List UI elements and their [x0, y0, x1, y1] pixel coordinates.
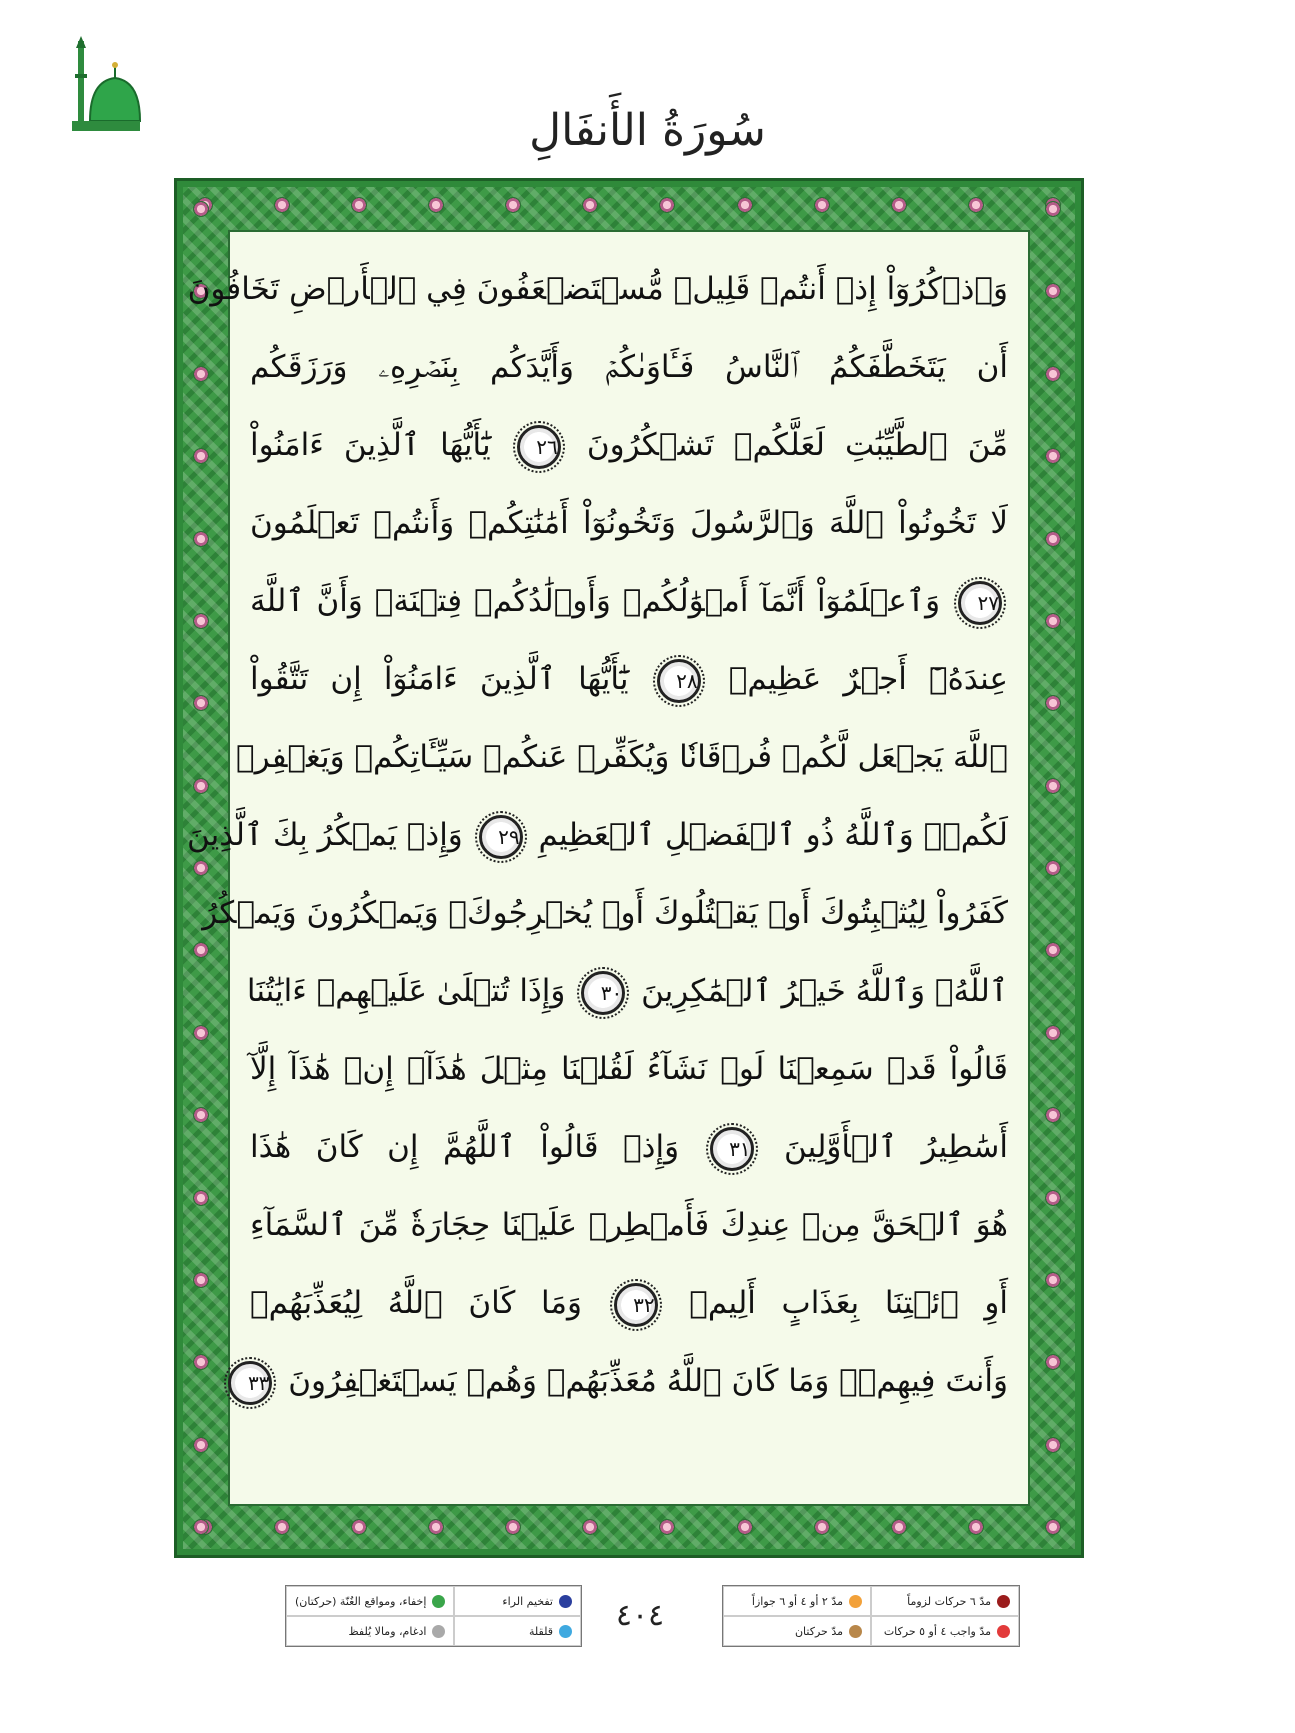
legend-item: تفخيم الراء [454, 1586, 581, 1616]
legend-dot-icon [432, 1595, 445, 1608]
legend-dot-icon [432, 1625, 445, 1638]
ayah-marker: ٢٨ [657, 659, 701, 703]
verse-line-5: ٢٧ وَٱعۡلَمُوٓاْ أَنَّمَآ أَمۡوَٰلُكُمۡ وَأَوۡلَٰدُكُمۡ فِتۡنَةٞ وَأَنَّ ٱللَّهَ [250, 566, 1008, 636]
page-number: ٤٠٤ [615, 1598, 665, 1633]
legend-dot-icon [849, 1595, 862, 1608]
verse-line-6: عِندَهُۥٓ أَجۡرٌ عَظِيمٞ ٢٨ يَٰٓأَيُّهَا ٱلَّذِينَ ءَامَنُوٓاْ إِن تَتَّقُواْ [250, 644, 1008, 714]
tajweed-legend-right [722, 1585, 1020, 1647]
legend-item: مدّ ٢ أو ٤ أو ٦ جوازاً [723, 1586, 871, 1616]
ayah-marker: ٢٩ [479, 815, 523, 859]
verse-line-7: ٱللَّهَ يَجۡعَل لَّكُمۡ فُرۡقَانٗا وَيُكَفِّرۡ عَنكُمۡ سَيِّـَٔاتِكُمۡ وَيَغۡفِرۡ [236, 739, 1008, 775]
legend-dot-icon [997, 1625, 1010, 1638]
ayah-marker: ٣٠ [581, 971, 625, 1015]
verse-line-4: لَا تَخُونُواْ ٱللَّهَ وَٱلرَّسُولَ وَتَخُونُوٓاْ أَمَٰنَٰتِكُمۡ وَأَنتُمۡ تَعۡلَمُونَ [250, 505, 1008, 541]
legend-item: قلقلة [454, 1616, 581, 1646]
legend-dot-icon [849, 1625, 862, 1638]
legend-item: ادغام، ومالا يُلفظ [286, 1616, 454, 1646]
legend-item: مدّ ٦ حركات لزوماً [871, 1586, 1019, 1616]
legend-item: مدّ واجب ٤ أو ٥ حركات [871, 1616, 1019, 1646]
verse-line-9: كَفَرُواْ لِيُثۡبِتُوكَ أَوۡ يَقۡتُلُوكَ أَوۡ يُخۡرِجُوكَۚ وَيَمۡكُرُونَ وَيَمۡكُرُ [202, 895, 1008, 931]
verse-line-10: ٱللَّهُۖ وَٱللَّهُ خَيۡرُ ٱلۡمَٰكِرِينَ ٣٠ وَإِذَا تُتۡلَىٰ عَلَيۡهِمۡ ءَايَٰتُنَا [250, 956, 1008, 1026]
verse-line-14: أَوِ ٱئۡتِنَا بِعَذَابٍ أَلِيمٖ ٣٢ وَمَا كَانَ ٱللَّهُ لِيُعَذِّبَهُمۡ [250, 1268, 1008, 1338]
ayah-marker: ٣٣ [228, 1361, 272, 1405]
legend-item: مدّ حركتان [723, 1616, 871, 1646]
quran-text-area [186, 230, 1030, 1506]
verse-line-13: هُوَ ٱلۡحَقَّ مِنۡ عِندِكَ فَأَمۡطِرۡ عَلَيۡنَا حِجَارَةٗ مِّنَ ٱلسَّمَآءِ [250, 1207, 1008, 1243]
verse-line-8: لَكُمۡۗ وَٱللَّهُ ذُو ٱلۡفَضۡلِ ٱلۡعَظِيمِ ٢٩ وَإِذۡ يَمۡكُرُ بِكَ ٱلَّذِينَ [250, 800, 1008, 870]
legend-dot-icon [997, 1595, 1010, 1608]
verse-line-2: أَن يَتَخَطَّفَكُمُ ٱلنَّاسُ فَـَٔاوَىٰكُمۡ وَأَيَّدَكُم بِنَصۡرِهِۦ وَرَزَقَكُم [250, 349, 1008, 385]
legend-item: إخفاء، ومواقع الغُنّة (حركتان) [286, 1586, 454, 1616]
ayah-marker: ٢٧ [958, 581, 1002, 625]
verse-line-11: قَالُواْ قَدۡ سَمِعۡنَا لَوۡ نَشَآءُ لَقُلۡنَا مِثۡلَ هَٰذَآۙ إِنۡ هَٰذَآ إِلَّآ [250, 1051, 1008, 1087]
verse-line-1: وَٱذۡكُرُوٓاْ إِذۡ أَنتُمۡ قَلِيلٞ مُّسۡتَضۡعَفُونَ فِي ٱلۡأَرۡضِ تَخَافُونَ [187, 271, 1008, 307]
ayah-marker: ٣١ [710, 1127, 754, 1171]
verse-line-12: أَسَٰطِيرُ ٱلۡأَوَّلِينَ ٣١ وَإِذۡ قَالُواْ ٱللَّهُمَّ إِن كَانَ هَٰذَا [250, 1112, 1008, 1182]
verse-line-15: وَأَنتَ فِيهِمۡۚ وَمَا كَانَ ٱللَّهُ مُعَذِّبَهُمۡ وَهُمۡ يَسۡتَغۡفِرُونَ ٣٣ [250, 1346, 1008, 1416]
verse-line-3: مِّنَ ٱلطَّيِّبَٰتِ لَعَلَّكُمۡ تَشۡكُرُونَ ٢٦ يَٰٓأَيُّهَا ٱلَّذِينَ ءَامَنُواْ [250, 410, 1008, 480]
ayah-marker: ٣٢ [614, 1283, 658, 1327]
ayah-marker: ٢٦ [517, 425, 561, 469]
tajweed-legend-left [285, 1585, 582, 1647]
surah-title: سُورَةُ الأَنفَالِ [529, 105, 766, 156]
